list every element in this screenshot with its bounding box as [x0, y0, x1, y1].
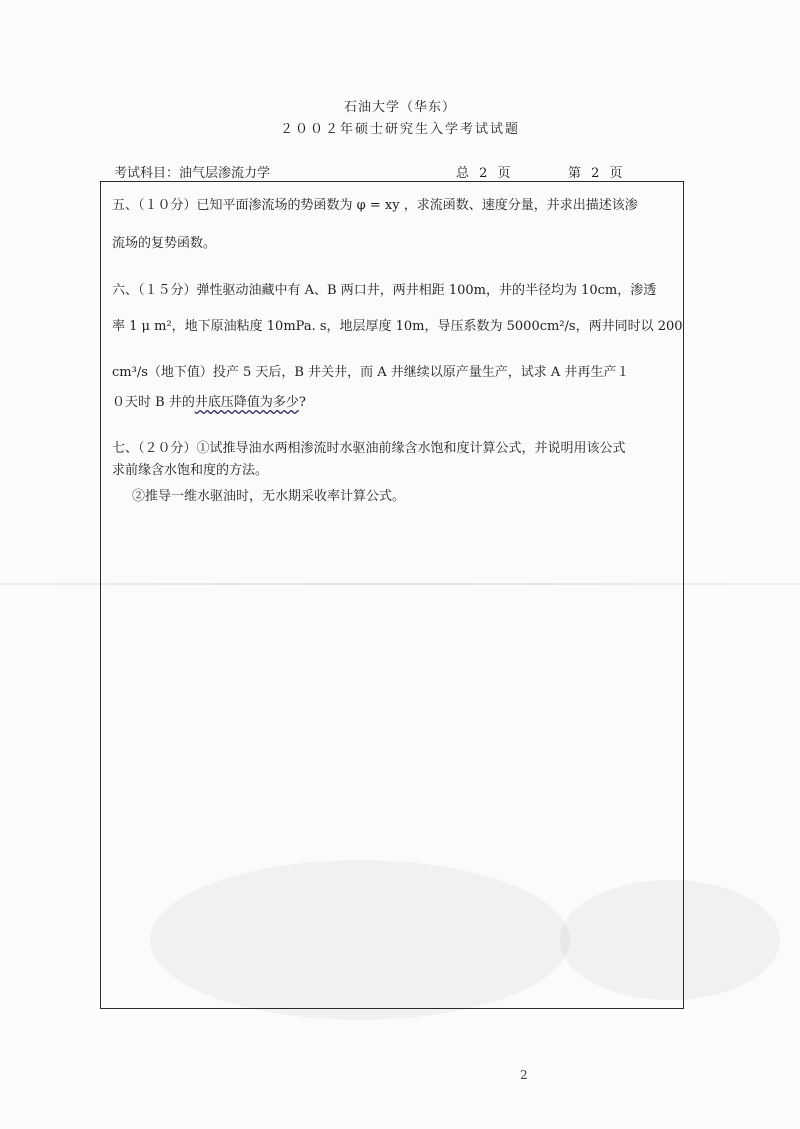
exam-subject: 考试科目：油气层渗流力学 — [114, 166, 271, 181]
question-6-line-2: 率 1 μ m²，地下原油粘度 10mPa. s，地层厚度 10m，导压系数为 5000cm²/s，两井同时以 200 — [112, 319, 683, 334]
question-7-part-2 — [132, 486, 692, 508]
question-7-line-1: 七、（２０分）①试推导油水两相渗流时水驱油前缘含水饱和度计算公式，并说明用该公式 — [112, 441, 626, 456]
question-6-line-1: 六、（１５分）弹性驱动油藏中有 A、B 两口井，两井相距 100m，井的半径均为 10cm，渗透 — [112, 283, 657, 298]
question-7 — [112, 438, 672, 482]
exam-title: ２００２年硕士研究生入学考试试题 — [279, 122, 520, 137]
question-6 — [112, 273, 683, 345]
question-6-line-3: cm³/s（地下值）投产 5 天后，B 井关井，而 A 井继续以原产量生产，试求 A 井再生产１ — [112, 365, 630, 380]
question-6-line-4 — [112, 385, 672, 421]
question-5 — [112, 187, 672, 263]
question-5-line-2: 流场的复势函数。 — [112, 236, 217, 251]
show-through-smudge — [560, 880, 780, 1000]
question-6-part-3 — [112, 385, 672, 421]
question-7-line-2: 求前缘含水饱和度的方法。 — [112, 463, 269, 478]
school-name: 石油大学（华东） — [343, 100, 456, 115]
question-6-line-4-start: ０天时 B 井的 — [112, 395, 195, 410]
page-number: 第 2 页 — [568, 166, 626, 181]
show-through-smudge — [150, 860, 570, 1020]
question-5-line-1: 五、（１０分）已知平面渗流场的势函数为 φ = xy ，求流函数、速度分量，并求出描述该渗 — [112, 198, 638, 213]
question-6-line-4-end: ? — [298, 395, 306, 410]
handwritten-underline-phrase: 井底压降值为多少 — [194, 395, 299, 410]
total-pages: 总 2 页 — [456, 166, 514, 181]
page-corner-mark: 2 — [520, 1068, 528, 1082]
question-7-line-3: ②推导一维水驱油时，无水期采收率计算公式。 — [132, 489, 406, 504]
